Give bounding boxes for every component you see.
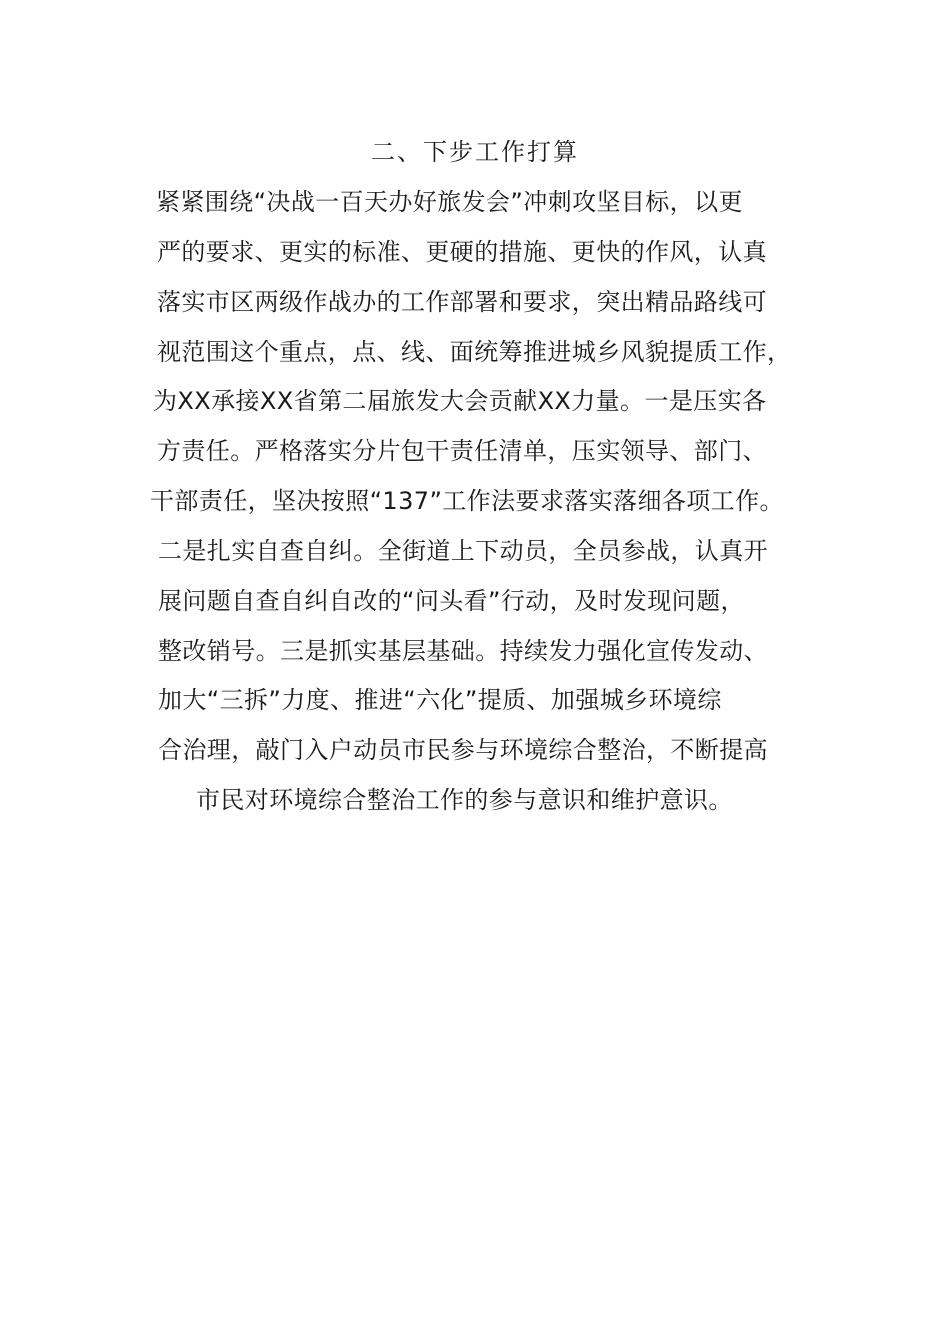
paragraph-line-1: 紧紧围绕“决战一百天办好旅发会”冲刺攻坚目标，以更 bbox=[156, 188, 743, 216]
paragraph-line-8: 二是扎实自查自纠。全街道上下动员，全员参战，认真开 bbox=[158, 537, 768, 565]
paragraph-line-9: 展问题自查自纠自改的“问头看”行动，及时发现问题， bbox=[158, 587, 745, 615]
section-heading: 二、下步工作打算 bbox=[371, 138, 579, 166]
paragraph-line-3: 落实市区两级作战办的工作部署和要求，突出精品路线可 bbox=[157, 288, 767, 316]
paragraph-line-2: 严的要求、更实的标准、更硬的措施、更快的作风，认真 bbox=[157, 238, 767, 266]
paragraph-line-13: 市民对环境综合整治工作的参与意识和维护意识。 bbox=[196, 786, 733, 814]
paragraph-line-12: 合治理，敲门入户动员市民参与环境综合整治，不断提高 bbox=[158, 736, 768, 764]
paragraph-line-4: 视范围这个重点，点、线、面统筹推进城乡风貌提质工作， bbox=[157, 338, 792, 366]
paragraph-line-5: 为XX承接XX省第二届旅发大会贡献XX力量。一是压实各 bbox=[153, 387, 767, 415]
paragraph-line-7: 干部责任，坚决按照“137”工作法要求落实落细各项工作。 bbox=[150, 487, 784, 515]
paragraph-line-6: 方责任。严格落实分片包干责任清单，压实领导、部门、 bbox=[157, 437, 767, 465]
paragraph-line-11: 加大“三拆”力度、推进“六化”提质、加强城乡环境综 bbox=[158, 686, 722, 714]
paragraph-line-10: 整改销号。三是抓实基层基础。持续发力强化宣传发动、 bbox=[158, 637, 768, 665]
